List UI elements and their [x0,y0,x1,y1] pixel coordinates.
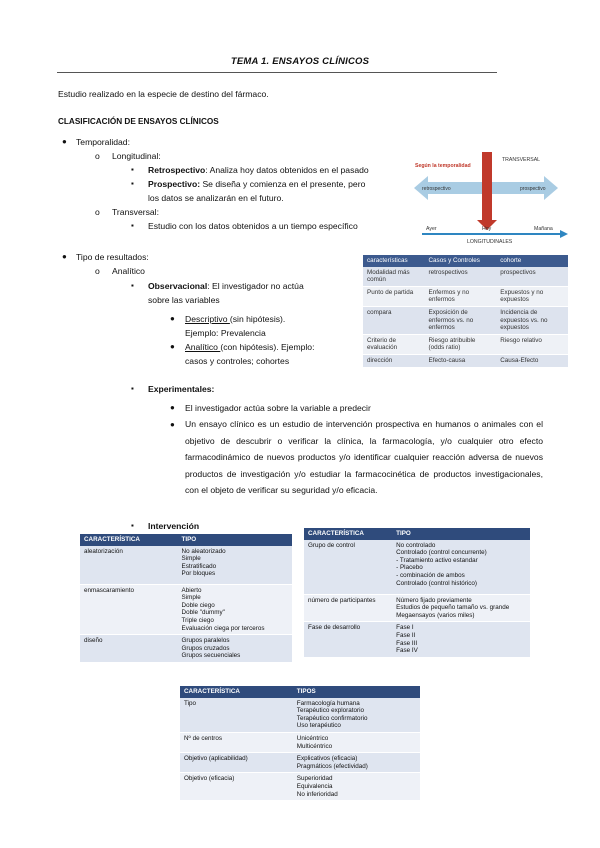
table-cell: Unicéntrico Multicéntrico [293,732,420,752]
square-bullet-icon: ▪ [131,165,134,174]
resultados-label: Tipo de resultados: [76,252,149,262]
table-row [180,753,420,773]
table-cell: Tipo [180,698,293,733]
bullet-dot-icon: ● [170,314,175,323]
table-cell: Riesgo atribuible (odds ratio) [425,334,497,354]
temporalidad-label: Temporalidad: [76,137,130,147]
circle-bullet-icon: o [95,151,100,161]
table-cell: Causa-Efecto [496,354,568,367]
analitico2-example: casos y controles; cohortes [185,356,290,366]
table-row [363,334,568,354]
bullet-dot-icon: ● [62,252,67,261]
table-row [304,540,530,595]
table-cell: Modalidad más común [363,267,425,287]
table3-wrap [180,686,420,801]
circle-bullet-icon: o [95,207,100,217]
compare-table-wrap [363,255,568,368]
page-title: TEMA 1. ENSAYOS CLÍNICOS [230,56,370,67]
table-header-row [304,528,530,540]
segun-label: Según la temporalidad [415,163,471,169]
table-row [80,546,292,585]
table-cell: Grupo de control [304,540,392,595]
prospectivo-line-2: los datos se analizarán en el futuro. [148,193,284,203]
exp-bullet-1: El investigador actúa sobre la variable a predecir [185,403,371,413]
bullet-dot-icon: ● [170,342,175,351]
table-header-cell: CARACTERÍSTICA [80,534,178,546]
table-cell: Explicativos (eficacia) Pragmáticos (efectividad) [293,753,420,773]
table-header-row [80,534,292,546]
circle-bullet-icon: o [95,266,100,276]
bullet-dot-icon: ● [62,137,67,146]
table-cell: No aleatorizado Simple Estratificado Por bloques [178,546,292,585]
table-header-cell: TIPO [392,528,530,540]
table-cell: enmascaramiento [80,584,178,635]
table-cell: Incidencia de expuestos vs. no expuestos [496,306,568,334]
table-header-cell: Casos y Controles [425,255,497,267]
ayer-label: Ayer [426,226,437,232]
square-bullet-icon: ▪ [131,384,134,393]
table-header-cell: cohorte [496,255,568,267]
analitico2-line: Analítico (con hipótesis). Ejemplo: [185,342,315,352]
table-row [363,354,568,367]
table-row [363,306,568,334]
square-bullet-icon: ▪ [131,179,134,188]
descriptivo-line: Descriptivo (sin hipótesis). [185,314,286,324]
table-cell: número de participantes [304,594,392,622]
table-cell: Objetivo (eficacia) [180,773,293,801]
table-cell: Fase I Fase II Fase III Fase IV [392,622,530,657]
table-row [363,286,568,306]
table-cell: Exposición de enfermos vs. no enfermos [425,306,497,334]
descriptivo-example: Ejemplo: Prevalencia [185,328,266,338]
bullet-dot-icon: ● [170,403,175,412]
longitudinal-label: Longitudinal: [112,151,161,161]
table-cell: Número fijado previamente Estudios de pequeño tamaño vs. grande Megaensayos (varios miles) [392,594,530,622]
intervencion-label: Intervención [148,521,200,531]
observacional-line-2: sobre las variables [148,295,220,305]
table-cell: Enfermos y no enfermos [425,286,497,306]
transversal-label: Transversal: [112,207,159,217]
hoy-label: Hoy [482,226,492,232]
table-row [80,584,292,635]
table-cell: Grupos paralelos Grupos cruzados Grupos secuenciales [178,635,292,663]
table-cell: Objetivo (aplicabilidad) [180,753,293,773]
table-row [304,622,530,657]
experimentales-label: Experimentales: [148,384,215,394]
table-header-row [180,686,420,698]
table-header-cell: TIPO [178,534,292,546]
table-cell: Criterio de evaluación [363,334,425,354]
table-cell: dirección [363,354,425,367]
compare-table [363,255,568,368]
table-cell: compara [363,306,425,334]
table-row [80,635,292,663]
exp-bullet-2: Un ensayo clínico es un estudio de intervención prospectiva en humanos o animales con el objetivo de descubrir o verificar la clínica, la farmacología, y/o cualquier otro efecto farmacodinámico de nuevos productos y/o identificar cualquier reacción adversa de nuevos productos de investigación y/o estudiar la farmacocinética de productos investigacionales, con el objeto de verificar su seguridad y/o eficacia. [185,419,543,495]
table-cell: aleatorización [80,546,178,585]
time-bar [482,152,492,222]
bullet-dot-icon: ● [170,420,175,429]
square-bullet-icon: ▪ [131,221,134,230]
table-cell: Superioridad Equivalencia No inferioridad [293,773,420,801]
table-cell: diseño [80,635,178,663]
analitico-label: Analítico [112,266,145,276]
observacional-line: Observacional: El investigador no actúa [148,281,304,291]
table-header-cell: características [363,255,425,267]
table-cell: Riesgo relativo [496,334,568,354]
manana-label: Mañana [534,226,553,232]
table-cell: Fase de desarrollo [304,622,392,657]
intervention-table-2 [304,528,530,658]
table-cell: Efecto-causa [425,354,497,367]
transversal-diagram-label: TRANSVERSAL [502,157,541,163]
square-bullet-icon: ▪ [131,521,134,530]
table-row [180,732,420,752]
table-header-cell: TIPOS [293,686,420,698]
timeline-arrow-icon [560,230,568,238]
table-header-cell: CARACTERÍSTICA [304,528,392,540]
table-cell: Expuestos y no expuestos [496,286,568,306]
table-cell: Nº de centros [180,732,293,752]
table-cell: Punto de partida [363,286,425,306]
table-cell: Abierto Simple Doble ciego Doble "dummy" Triple ciego Evaluación ciega por terceros [178,584,292,635]
temporality-diagram [412,150,572,245]
retrospectivo-line: Retrospectivo: Analiza hoy datos obtenidos en el pasado [148,165,369,175]
intervention-table-3 [180,686,420,801]
square-bullet-icon: ▪ [131,281,134,290]
retrospectivo-label: retrospectivo [422,186,451,192]
table-cell: Farmacología humana Terapéutico exploratorio Terapéutico confirmatorio Uso terapéutico [293,698,420,733]
table2-wrap [304,528,530,658]
table1-wrap [80,534,292,663]
table-cell: retrospectivos [425,267,497,287]
prospectivo-line: Prospectivo: Se diseña y comienza en el presente, pero [148,179,366,189]
table-header-cell: CARACTERÍSTICA [180,686,293,698]
prospectivo-label: prospectivo [520,186,546,192]
section-title: CLASIFICACIÓN DE ENSAYOS CLÍNICOS [58,117,219,126]
table-header-row [363,255,568,267]
title-rule [57,72,497,73]
table-row [304,594,530,622]
intro-text: Estudio realizado en la especie de destino del fármaco. [58,89,269,99]
table-cell: No controlado Controlado (control concurrente) - Tratamiento activo estandar - Placebo - combinación de ambos Controlado (control histórico) [392,540,530,595]
table-cell: prospectivos [496,267,568,287]
longitudinales-label: LONGITUDINALES [467,239,513,245]
transversal-text: Estudio con los datos obtenidos a un tiempo específico [148,221,358,231]
table-row [363,267,568,287]
table-row [180,773,420,801]
table-row [180,698,420,733]
intervention-table-1 [80,534,292,663]
